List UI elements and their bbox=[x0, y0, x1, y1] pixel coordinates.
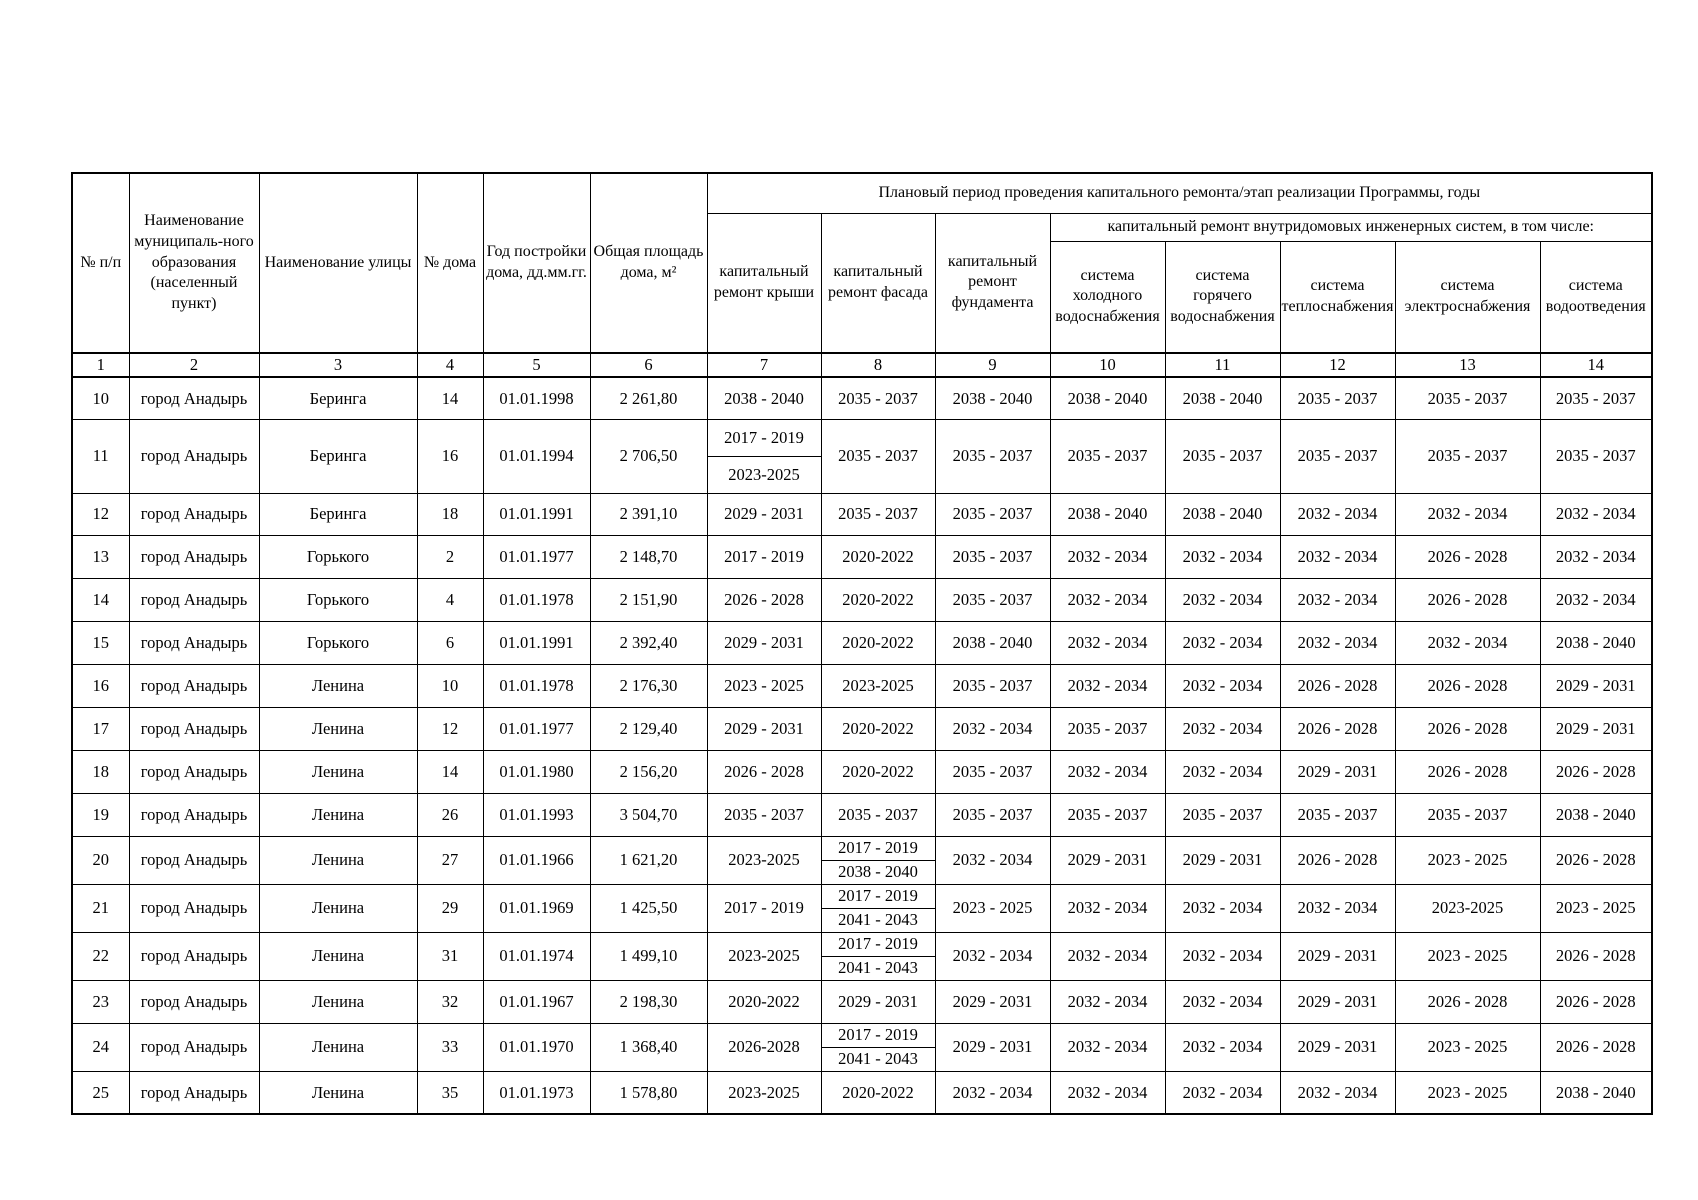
repair-stage-period: 2041 - 2043 bbox=[822, 956, 935, 980]
build-date-cell: 01.01.1970 bbox=[483, 1023, 590, 1071]
drainage-cell: 2038 - 2040 bbox=[1540, 1071, 1652, 1114]
foundation-repair-cell: 2032 - 2034 bbox=[935, 707, 1050, 750]
house-number-cell: 10 bbox=[417, 664, 483, 707]
electricity-cell: 2032 - 2034 bbox=[1395, 493, 1540, 535]
heating-cell: 2035 - 2037 bbox=[1280, 419, 1395, 493]
area-cell: 1 368,40 bbox=[590, 1023, 707, 1071]
build-date-cell: 01.01.1974 bbox=[483, 932, 590, 980]
column-number: 11 bbox=[1165, 353, 1280, 377]
electricity-cell: 2026 - 2028 bbox=[1395, 535, 1540, 578]
electricity-cell: 2026 - 2028 bbox=[1395, 707, 1540, 750]
header-house-number: № дома bbox=[417, 173, 483, 353]
cold-water-cell: 2038 - 2040 bbox=[1050, 377, 1165, 419]
build-date-cell: 01.01.1973 bbox=[483, 1071, 590, 1114]
street-cell: Ленина bbox=[259, 750, 417, 793]
house-number-cell: 29 bbox=[417, 884, 483, 932]
heating-cell: 2032 - 2034 bbox=[1280, 884, 1395, 932]
foundation-repair-cell: 2038 - 2040 bbox=[935, 621, 1050, 664]
heating-cell: 2032 - 2034 bbox=[1280, 493, 1395, 535]
drainage-cell: 2026 - 2028 bbox=[1540, 1023, 1652, 1071]
municipality-cell: город Анадырь bbox=[129, 578, 259, 621]
foundation-repair-cell: 2032 - 2034 bbox=[935, 836, 1050, 884]
build-date-cell: 01.01.1977 bbox=[483, 707, 590, 750]
table-row bbox=[72, 980, 1652, 1023]
drainage-cell: 2038 - 2040 bbox=[1540, 621, 1652, 664]
cold-water-cell: 2032 - 2034 bbox=[1050, 884, 1165, 932]
roof-repair-cell: 2026-2028 bbox=[707, 1023, 821, 1071]
heating-cell: 2035 - 2037 bbox=[1280, 377, 1395, 419]
heating-cell: 2035 - 2037 bbox=[1280, 793, 1395, 836]
house-number-cell: 31 bbox=[417, 932, 483, 980]
table-body bbox=[72, 377, 1652, 1114]
column-number: 2 bbox=[129, 353, 259, 377]
drainage-cell: 2035 - 2037 bbox=[1540, 377, 1652, 419]
heating-cell: 2029 - 2031 bbox=[1280, 980, 1395, 1023]
area-cell: 2 151,90 bbox=[590, 578, 707, 621]
municipality-cell: город Анадырь bbox=[129, 1071, 259, 1114]
electricity-cell: 2026 - 2028 bbox=[1395, 750, 1540, 793]
area-cell: 2 261,80 bbox=[590, 377, 707, 419]
electricity-cell: 2023 - 2025 bbox=[1395, 1071, 1540, 1114]
heating-cell: 2026 - 2028 bbox=[1280, 707, 1395, 750]
column-number: 14 bbox=[1540, 353, 1652, 377]
hot-water-cell: 2035 - 2037 bbox=[1165, 793, 1280, 836]
area-cell: 2 156,20 bbox=[590, 750, 707, 793]
cold-water-cell: 2032 - 2034 bbox=[1050, 980, 1165, 1023]
table-row bbox=[72, 884, 1652, 932]
heating-cell: 2032 - 2034 bbox=[1280, 578, 1395, 621]
foundation-repair-cell: 2035 - 2037 bbox=[935, 493, 1050, 535]
street-cell: Ленина bbox=[259, 836, 417, 884]
column-number: 3 bbox=[259, 353, 417, 377]
house-number-cell: 35 bbox=[417, 1071, 483, 1114]
hot-water-cell: 2032 - 2034 bbox=[1165, 884, 1280, 932]
build-date-cell: 01.01.1994 bbox=[483, 419, 590, 493]
header-total-area: Общая площадь дома, м² bbox=[590, 173, 707, 353]
foundation-repair-cell: 2035 - 2037 bbox=[935, 578, 1050, 621]
house-number-cell: 4 bbox=[417, 578, 483, 621]
cold-water-cell: 2035 - 2037 bbox=[1050, 793, 1165, 836]
table-row bbox=[72, 750, 1652, 793]
repair-stage-period: 2038 - 2040 bbox=[822, 860, 935, 884]
facade-repair-cell: 2029 - 2031 bbox=[821, 980, 935, 1023]
table-row bbox=[72, 419, 1652, 493]
roof-repair-cell: 2035 - 2037 bbox=[707, 793, 821, 836]
build-date-cell: 01.01.1998 bbox=[483, 377, 590, 419]
table-row bbox=[72, 836, 1652, 884]
cold-water-cell: 2032 - 2034 bbox=[1050, 750, 1165, 793]
column-number: 1 bbox=[72, 353, 129, 377]
row-number: 23 bbox=[72, 980, 129, 1023]
table-row bbox=[72, 664, 1652, 707]
hot-water-cell: 2038 - 2040 bbox=[1165, 377, 1280, 419]
facade-repair-cell: 2020-2022 bbox=[821, 621, 935, 664]
table-row bbox=[72, 377, 1652, 419]
area-cell: 2 129,40 bbox=[590, 707, 707, 750]
row-number: 12 bbox=[72, 493, 129, 535]
hot-water-cell: 2038 - 2040 bbox=[1165, 493, 1280, 535]
drainage-cell: 2026 - 2028 bbox=[1540, 932, 1652, 980]
table-header bbox=[72, 173, 1652, 377]
municipality-cell: город Анадырь bbox=[129, 836, 259, 884]
drainage-cell: 2026 - 2028 bbox=[1540, 750, 1652, 793]
foundation-repair-cell: 2023 - 2025 bbox=[935, 884, 1050, 932]
street-cell: Беринга bbox=[259, 493, 417, 535]
build-date-cell: 01.01.1993 bbox=[483, 793, 590, 836]
street-cell: Ленина bbox=[259, 707, 417, 750]
facade-repair-cell bbox=[821, 932, 935, 980]
facade-repair-cell-stages bbox=[822, 837, 935, 884]
heating-cell: 2032 - 2034 bbox=[1280, 1071, 1395, 1114]
facade-repair-cell: 2020-2022 bbox=[821, 707, 935, 750]
build-date-cell: 01.01.1966 bbox=[483, 836, 590, 884]
build-date-cell: 01.01.1969 bbox=[483, 884, 590, 932]
municipality-cell: город Анадырь bbox=[129, 664, 259, 707]
header-street: Наименование улицы bbox=[259, 173, 417, 353]
street-cell: Ленина bbox=[259, 980, 417, 1023]
cold-water-cell: 2032 - 2034 bbox=[1050, 535, 1165, 578]
foundation-repair-cell: 2035 - 2037 bbox=[935, 535, 1050, 578]
column-numbers-row bbox=[72, 353, 1652, 377]
electricity-cell: 2026 - 2028 bbox=[1395, 980, 1540, 1023]
roof-repair-cell: 2029 - 2031 bbox=[707, 621, 821, 664]
table-row bbox=[72, 578, 1652, 621]
house-number-cell: 16 bbox=[417, 419, 483, 493]
roof-repair-cell-stages bbox=[708, 420, 821, 493]
drainage-cell: 2032 - 2034 bbox=[1540, 493, 1652, 535]
drainage-cell: 2035 - 2037 bbox=[1540, 419, 1652, 493]
street-cell: Ленина bbox=[259, 664, 417, 707]
build-date-cell: 01.01.1991 bbox=[483, 621, 590, 664]
hot-water-cell: 2032 - 2034 bbox=[1165, 1023, 1280, 1071]
drainage-cell: 2029 - 2031 bbox=[1540, 664, 1652, 707]
row-number: 22 bbox=[72, 932, 129, 980]
facade-repair-cell-stages bbox=[822, 885, 935, 932]
row-number: 13 bbox=[72, 535, 129, 578]
area-cell: 2 148,70 bbox=[590, 535, 707, 578]
row-number: 11 bbox=[72, 419, 129, 493]
house-number-cell: 33 bbox=[417, 1023, 483, 1071]
house-number-cell: 27 bbox=[417, 836, 483, 884]
hot-water-cell: 2032 - 2034 bbox=[1165, 578, 1280, 621]
street-cell: Ленина bbox=[259, 1071, 417, 1114]
header-facade-repair: капитальный ремонт фасада bbox=[821, 213, 935, 353]
header-engineering-systems: капитальный ремонт внутридомовых инженерных систем, в том числе: bbox=[1050, 213, 1652, 241]
foundation-repair-cell: 2029 - 2031 bbox=[935, 1023, 1050, 1071]
column-number: 5 bbox=[483, 353, 590, 377]
municipality-cell: город Анадырь bbox=[129, 884, 259, 932]
header-foundation-repair: капитальный ремонт фундамента bbox=[935, 213, 1050, 353]
facade-repair-cell: 2035 - 2037 bbox=[821, 793, 935, 836]
row-number: 15 bbox=[72, 621, 129, 664]
area-cell: 3 504,70 bbox=[590, 793, 707, 836]
drainage-cell: 2032 - 2034 bbox=[1540, 535, 1652, 578]
roof-repair-cell bbox=[707, 419, 821, 493]
roof-repair-cell: 2026 - 2028 bbox=[707, 750, 821, 793]
municipality-cell: город Анадырь bbox=[129, 793, 259, 836]
roof-repair-cell: 2023-2025 bbox=[707, 932, 821, 980]
foundation-repair-cell: 2035 - 2037 bbox=[935, 419, 1050, 493]
repair-stage-period: 2017 - 2019 bbox=[838, 934, 918, 954]
municipality-cell: город Анадырь bbox=[129, 493, 259, 535]
header-drainage: система водоотведения bbox=[1540, 241, 1652, 353]
row-number: 25 bbox=[72, 1071, 129, 1114]
build-date-cell: 01.01.1978 bbox=[483, 578, 590, 621]
area-cell: 1 425,50 bbox=[590, 884, 707, 932]
cold-water-cell: 2032 - 2034 bbox=[1050, 932, 1165, 980]
header-heating: система теплоснабжения bbox=[1280, 241, 1395, 353]
area-cell: 1 621,20 bbox=[590, 836, 707, 884]
heating-cell: 2029 - 2031 bbox=[1280, 1023, 1395, 1071]
cold-water-cell: 2029 - 2031 bbox=[1050, 836, 1165, 884]
area-cell: 2 706,50 bbox=[590, 419, 707, 493]
foundation-repair-cell: 2032 - 2034 bbox=[935, 1071, 1050, 1114]
header-hot-water: система горячего водоснабжения bbox=[1165, 241, 1280, 353]
electricity-cell: 2023 - 2025 bbox=[1395, 836, 1540, 884]
house-number-cell: 6 bbox=[417, 621, 483, 664]
electricity-cell: 2023-2025 bbox=[1395, 884, 1540, 932]
drainage-cell: 2026 - 2028 bbox=[1540, 836, 1652, 884]
roof-repair-cell: 2023-2025 bbox=[707, 1071, 821, 1114]
roof-repair-cell: 2026 - 2028 bbox=[707, 578, 821, 621]
municipality-cell: город Анадырь bbox=[129, 1023, 259, 1071]
facade-repair-cell-stages bbox=[822, 933, 935, 980]
hot-water-cell: 2032 - 2034 bbox=[1165, 664, 1280, 707]
municipality-cell: город Анадырь bbox=[129, 377, 259, 419]
heating-cell: 2032 - 2034 bbox=[1280, 535, 1395, 578]
facade-repair-cell: 2020-2022 bbox=[821, 535, 935, 578]
table-row bbox=[72, 1071, 1652, 1114]
table-row bbox=[72, 1023, 1652, 1071]
cold-water-cell: 2032 - 2034 bbox=[1050, 1071, 1165, 1114]
row-number: 20 bbox=[72, 836, 129, 884]
facade-repair-cell: 2020-2022 bbox=[821, 1071, 935, 1114]
build-date-cell: 01.01.1980 bbox=[483, 750, 590, 793]
repair-stage-period: 2017 - 2019 bbox=[838, 1025, 918, 1045]
street-cell: Ленина bbox=[259, 793, 417, 836]
row-number: 17 bbox=[72, 707, 129, 750]
area-cell: 2 391,10 bbox=[590, 493, 707, 535]
area-cell: 2 176,30 bbox=[590, 664, 707, 707]
header-build-year: Год постройки дома, дд.мм.гг. bbox=[483, 173, 590, 353]
facade-repair-cell: 2020-2022 bbox=[821, 578, 935, 621]
hot-water-cell: 2035 - 2037 bbox=[1165, 419, 1280, 493]
facade-repair-cell-stages bbox=[822, 1024, 935, 1071]
foundation-repair-cell: 2029 - 2031 bbox=[935, 980, 1050, 1023]
electricity-cell: 2035 - 2037 bbox=[1395, 419, 1540, 493]
drainage-cell: 2032 - 2034 bbox=[1540, 578, 1652, 621]
header-row-number: № п/п bbox=[72, 173, 129, 353]
roof-repair-cell: 2029 - 2031 bbox=[707, 493, 821, 535]
foundation-repair-cell: 2035 - 2037 bbox=[935, 750, 1050, 793]
column-number: 6 bbox=[590, 353, 707, 377]
roof-repair-cell: 2017 - 2019 bbox=[707, 884, 821, 932]
cold-water-cell: 2032 - 2034 bbox=[1050, 578, 1165, 621]
facade-repair-cell bbox=[821, 836, 935, 884]
row-number: 16 bbox=[72, 664, 129, 707]
column-number: 8 bbox=[821, 353, 935, 377]
repair-stage-period: 2017 - 2019 bbox=[724, 427, 804, 447]
area-cell: 2 198,30 bbox=[590, 980, 707, 1023]
table-row bbox=[72, 535, 1652, 578]
column-number: 13 bbox=[1395, 353, 1540, 377]
electricity-cell: 2035 - 2037 bbox=[1395, 377, 1540, 419]
street-cell: Беринга bbox=[259, 377, 417, 419]
table-row bbox=[72, 621, 1652, 664]
cold-water-cell: 2032 - 2034 bbox=[1050, 664, 1165, 707]
table-row bbox=[72, 793, 1652, 836]
heating-cell: 2029 - 2031 bbox=[1280, 750, 1395, 793]
house-number-cell: 26 bbox=[417, 793, 483, 836]
house-number-cell: 2 bbox=[417, 535, 483, 578]
hot-water-cell: 2032 - 2034 bbox=[1165, 932, 1280, 980]
heating-cell: 2032 - 2034 bbox=[1280, 621, 1395, 664]
hot-water-cell: 2032 - 2034 bbox=[1165, 707, 1280, 750]
hot-water-cell: 2032 - 2034 bbox=[1165, 980, 1280, 1023]
cold-water-cell: 2035 - 2037 bbox=[1050, 419, 1165, 493]
build-date-cell: 01.01.1967 bbox=[483, 980, 590, 1023]
municipality-cell: город Анадырь bbox=[129, 750, 259, 793]
house-number-cell: 14 bbox=[417, 377, 483, 419]
roof-repair-cell: 2017 - 2019 bbox=[707, 535, 821, 578]
municipality-cell: город Анадырь bbox=[129, 707, 259, 750]
hot-water-cell: 2029 - 2031 bbox=[1165, 836, 1280, 884]
column-number: 9 bbox=[935, 353, 1050, 377]
roof-repair-cell: 2038 - 2040 bbox=[707, 377, 821, 419]
foundation-repair-cell: 2032 - 2034 bbox=[935, 932, 1050, 980]
heating-cell: 2029 - 2031 bbox=[1280, 932, 1395, 980]
row-number: 24 bbox=[72, 1023, 129, 1071]
house-number-cell: 14 bbox=[417, 750, 483, 793]
facade-repair-cell bbox=[821, 1023, 935, 1071]
street-cell: Горького bbox=[259, 621, 417, 664]
repair-stage-period: 2041 - 2043 bbox=[822, 1047, 935, 1071]
repair-schedule-table bbox=[71, 172, 1653, 1115]
drainage-cell: 2038 - 2040 bbox=[1540, 793, 1652, 836]
drainage-cell: 2023 - 2025 bbox=[1540, 884, 1652, 932]
drainage-cell: 2029 - 2031 bbox=[1540, 707, 1652, 750]
municipality-cell: город Анадырь bbox=[129, 419, 259, 493]
street-cell: Ленина bbox=[259, 932, 417, 980]
repair-stage-period: 2017 - 2019 bbox=[838, 886, 918, 906]
electricity-cell: 2023 - 2025 bbox=[1395, 1023, 1540, 1071]
column-number: 10 bbox=[1050, 353, 1165, 377]
facade-repair-cell: 2035 - 2037 bbox=[821, 419, 935, 493]
repair-stage-period: 2023-2025 bbox=[708, 456, 821, 493]
build-date-cell: 01.01.1977 bbox=[483, 535, 590, 578]
roof-repair-cell: 2023-2025 bbox=[707, 836, 821, 884]
column-number: 4 bbox=[417, 353, 483, 377]
hot-water-cell: 2032 - 2034 bbox=[1165, 621, 1280, 664]
roof-repair-cell: 2023 - 2025 bbox=[707, 664, 821, 707]
build-date-cell: 01.01.1991 bbox=[483, 493, 590, 535]
repair-stage-period: 2017 - 2019 bbox=[838, 838, 918, 858]
roof-repair-cell: 2029 - 2031 bbox=[707, 707, 821, 750]
header-municipality: Наименование муниципаль-ного образования (населенный пункт) bbox=[129, 173, 259, 353]
municipality-cell: город Анадырь bbox=[129, 621, 259, 664]
electricity-cell: 2026 - 2028 bbox=[1395, 578, 1540, 621]
hot-water-cell: 2032 - 2034 bbox=[1165, 535, 1280, 578]
facade-repair-cell: 2035 - 2037 bbox=[821, 377, 935, 419]
facade-repair-cell: 2023-2025 bbox=[821, 664, 935, 707]
header-electricity: система электроснабжения bbox=[1395, 241, 1540, 353]
street-cell: Беринга bbox=[259, 419, 417, 493]
municipality-cell: город Анадырь bbox=[129, 535, 259, 578]
cold-water-cell: 2038 - 2040 bbox=[1050, 493, 1165, 535]
facade-repair-cell: 2035 - 2037 bbox=[821, 493, 935, 535]
electricity-cell: 2026 - 2028 bbox=[1395, 664, 1540, 707]
street-cell: Горького bbox=[259, 535, 417, 578]
foundation-repair-cell: 2035 - 2037 bbox=[935, 793, 1050, 836]
street-cell: Ленина bbox=[259, 884, 417, 932]
repair-stage-period: 2041 - 2043 bbox=[822, 908, 935, 932]
electricity-cell: 2035 - 2037 bbox=[1395, 793, 1540, 836]
municipality-cell: город Анадырь bbox=[129, 932, 259, 980]
header-plan-period: Плановый период проведения капитального ремонта/этап реализации Программы, годы bbox=[707, 173, 1652, 213]
facade-repair-cell: 2020-2022 bbox=[821, 750, 935, 793]
house-number-cell: 12 bbox=[417, 707, 483, 750]
cold-water-cell: 2035 - 2037 bbox=[1050, 707, 1165, 750]
street-cell: Ленина bbox=[259, 1023, 417, 1071]
house-number-cell: 18 bbox=[417, 493, 483, 535]
column-number: 7 bbox=[707, 353, 821, 377]
electricity-cell: 2023 - 2025 bbox=[1395, 932, 1540, 980]
hot-water-cell: 2032 - 2034 bbox=[1165, 750, 1280, 793]
row-number: 21 bbox=[72, 884, 129, 932]
row-number: 14 bbox=[72, 578, 129, 621]
row-number: 18 bbox=[72, 750, 129, 793]
area-cell: 1 499,10 bbox=[590, 932, 707, 980]
table-row bbox=[72, 493, 1652, 535]
street-cell: Горького bbox=[259, 578, 417, 621]
cold-water-cell: 2032 - 2034 bbox=[1050, 621, 1165, 664]
foundation-repair-cell: 2038 - 2040 bbox=[935, 377, 1050, 419]
row-number: 19 bbox=[72, 793, 129, 836]
foundation-repair-cell: 2035 - 2037 bbox=[935, 664, 1050, 707]
header-cold-water: система холодного водоснабжения bbox=[1050, 241, 1165, 353]
hot-water-cell: 2032 - 2034 bbox=[1165, 1071, 1280, 1114]
table-row bbox=[72, 932, 1652, 980]
cold-water-cell: 2032 - 2034 bbox=[1050, 1023, 1165, 1071]
area-cell: 1 578,80 bbox=[590, 1071, 707, 1114]
facade-repair-cell bbox=[821, 884, 935, 932]
row-number: 10 bbox=[72, 377, 129, 419]
municipality-cell: город Анадырь bbox=[129, 980, 259, 1023]
house-number-cell: 32 bbox=[417, 980, 483, 1023]
column-number: 12 bbox=[1280, 353, 1395, 377]
table-row bbox=[72, 707, 1652, 750]
heating-cell: 2026 - 2028 bbox=[1280, 836, 1395, 884]
electricity-cell: 2032 - 2034 bbox=[1395, 621, 1540, 664]
build-date-cell: 01.01.1978 bbox=[483, 664, 590, 707]
roof-repair-cell: 2020-2022 bbox=[707, 980, 821, 1023]
drainage-cell: 2026 - 2028 bbox=[1540, 980, 1652, 1023]
area-cell: 2 392,40 bbox=[590, 621, 707, 664]
heating-cell: 2026 - 2028 bbox=[1280, 664, 1395, 707]
header-roof-repair: капитальный ремонт крыши bbox=[707, 213, 821, 353]
